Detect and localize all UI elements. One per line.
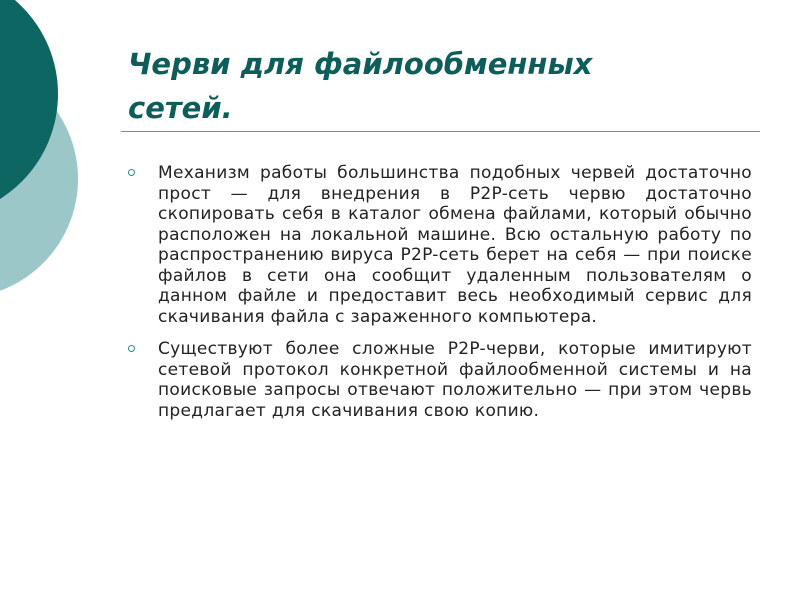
- title-divider: [121, 131, 760, 132]
- bullet-text: Механизм работы большинства подобных червей достаточно прост — для внедрения в P2P-сеть червю достаточно скопировать себя в каталог обмена файлами, который обычно расположен на локальной машине. Всю остальную работу по распространению вируса P2P-сеть берет на себя — при поиске файлов в сети она сообщит удаленным пользователям о данном файле и предоставит весь необходимый сервис для скачивания файла с зараженного компьютера.: [158, 163, 752, 327]
- bullet-item: [128, 339, 752, 421]
- hollow-circle-bullet-icon: [128, 169, 135, 176]
- hollow-circle-bullet-icon: [128, 345, 135, 352]
- slide-title-line-2: сетей.: [128, 91, 233, 125]
- slide-title: [128, 42, 688, 130]
- bullet-list: [128, 163, 752, 433]
- slide-title-line-1: Черви для файлообменных: [128, 47, 593, 81]
- bullet-text: Существуют более сложные P2P-черви, которые имитируют сетевой протокол конкретной файлообменной системы и на поисковые запросы отвечают положительно — при этом червь предлагает для скачивания свою копию.: [158, 339, 752, 421]
- bullet-item: [128, 163, 752, 327]
